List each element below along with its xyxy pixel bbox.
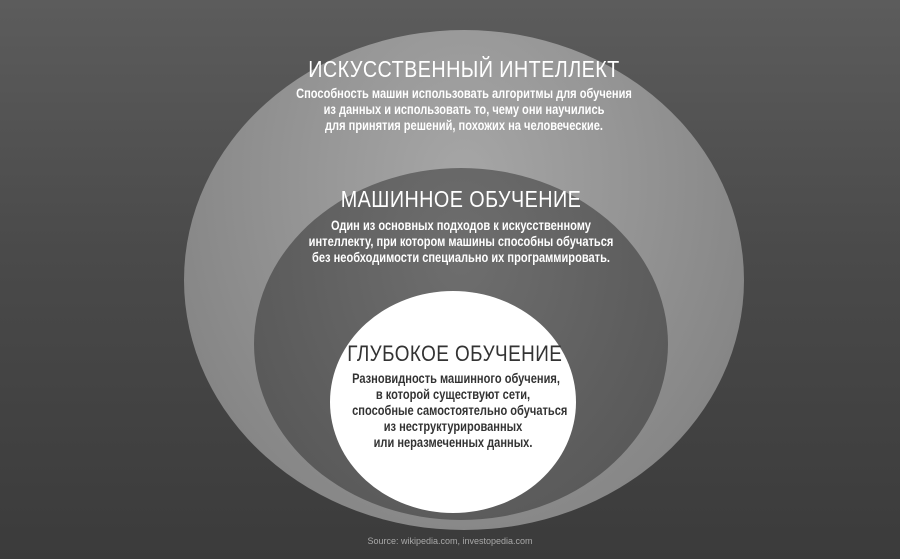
ai-title: ИСКУССТВЕННЫЙ ИНТЕЛЛЕКТ xyxy=(308,56,620,82)
ai-description-line: из данных и использовать то, чему они научились xyxy=(323,102,605,117)
ai-description xyxy=(234,86,693,134)
ml-description xyxy=(291,218,630,266)
ml-text-block xyxy=(254,186,668,266)
dl-description-line: или неразмеченных данных. xyxy=(373,435,533,450)
dl-description-line: Разновидность машинного обучения, xyxy=(352,371,560,386)
dl-description-line: из неструктурированных xyxy=(383,419,523,434)
dl-text-block xyxy=(330,341,576,451)
ai-description-line: для принятия решений, похожих на человеческие. xyxy=(325,118,603,133)
dl-title: ГЛУБОКОЕ ОБУЧЕНИЕ xyxy=(347,341,563,366)
ml-description-line: Один из основных подходов к искусственному xyxy=(331,218,591,233)
dl-description-line: в которой существуют сети, xyxy=(375,387,531,402)
ai-description-line: Способность машин использовать алгоритмы для обучения xyxy=(296,86,632,101)
ml-description-line: без необходимости специально их программировать. xyxy=(312,250,610,265)
ai-text-block xyxy=(184,56,744,134)
dl-description-line: способные самостоятельно обучаться xyxy=(352,403,568,418)
source-credit: Source: wikipedia.com, investopedia.com xyxy=(367,536,533,546)
ml-title: МАШИННОЕ ОБУЧЕНИЕ xyxy=(340,186,582,212)
ml-description-line: интеллекту, при котором машины способны обучаться xyxy=(308,234,614,249)
dl-description xyxy=(352,371,568,451)
